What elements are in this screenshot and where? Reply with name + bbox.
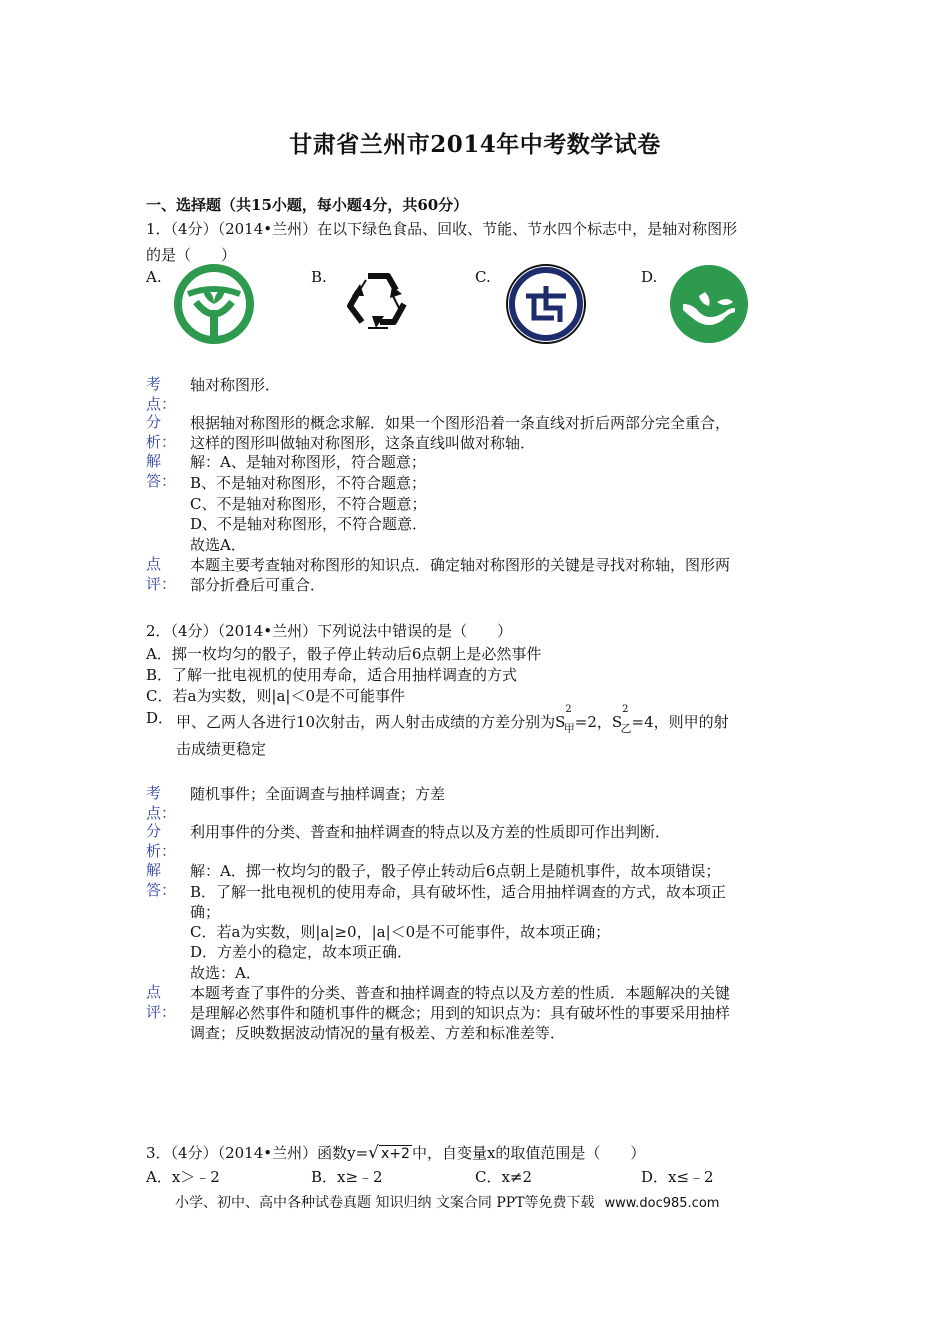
q3-stem-b: 中，自变量x的取值范围是（ ）	[411, 1144, 646, 1162]
q2-option-d-sq1: 2	[565, 704, 572, 715]
page-title: 甘肃省兰州市2014年中考数学试卷	[289, 131, 661, 158]
q3-radicand: x+2	[381, 1146, 410, 1162]
q3-option-a: A．x＞﹣2	[146, 1168, 220, 1186]
q2-jieda-line1: 解：A．掷一枚均匀的骰子，骰子停止转动后6点朝上是随机事件，故本项错误；	[190, 862, 721, 880]
q1-kaodian-label-1: 考	[146, 375, 162, 393]
q2-option-d-sq2: 2	[622, 704, 629, 715]
q2-jieda-label-1: 解	[146, 861, 162, 879]
q2-dianping-label-1: 点	[146, 983, 162, 1001]
q2-option-b: B．了解一批电视机的使用寿命，适合用抽样调查的方式	[146, 666, 518, 684]
q2-option-d-text1: 甲、乙两人各进行10次射击，两人射击成绩的方差分别为S	[176, 713, 566, 731]
q2-kaodian-label-2: 点：	[146, 804, 177, 822]
q2-option-c: C．若a为实数，则|a|＜0是不可能事件	[146, 687, 406, 705]
q2-jieda-line6: 故选：A．	[190, 964, 261, 982]
section-heading: 一、选择题（共15小题，每小题4分，共60分）	[146, 196, 469, 214]
q1-option-d-label: D.	[641, 268, 658, 286]
sqrt-sign-icon: √	[368, 1143, 379, 1163]
q2-option-a: A．掷一枚均匀的骰子，骰子停止转动后6点朝上是必然事件	[146, 645, 542, 663]
q2-dianping-label-2: 评：	[146, 1003, 177, 1021]
recycle-logo-icon	[338, 266, 418, 338]
q2-fenxi-label-2: 析：	[146, 842, 177, 860]
q2-option-d-sub1: 甲	[563, 722, 575, 735]
q1-jieda-label-2: 答：	[146, 472, 177, 490]
footer	[175, 1192, 719, 1212]
q2-jieda-line5: D．方差小的稳定，故本项正确．	[190, 943, 413, 961]
q2-jieda-label-2: 答：	[146, 881, 177, 899]
q2-jieda-line3: 确；	[190, 903, 221, 921]
q2-jieda-line4: C．若a为实数，则|a|≥0，|a|＜0是不可能事件，故本项正确；	[190, 923, 611, 941]
q1-dianping-label-1: 点	[146, 555, 162, 573]
green-food-logo-icon	[174, 264, 254, 344]
q2-dianping-line3: 调查；反映数据波动情况的量有极差、方差和标准差等．	[190, 1024, 566, 1042]
q2-option-d-text2: =2，S	[574, 713, 623, 731]
q3-option-d: D．x≤﹣2	[641, 1168, 714, 1186]
q2-dianping-line2: 是理解必然事件和随机事件的概念；用到的知识点为：具有破坏性的事要采用抽样	[190, 1004, 731, 1022]
q1-dianping-line2: 部分折叠后可重合．	[190, 576, 326, 594]
q2-fenxi: 利用事件的分类、普查和抽样调查的特点以及方差的性质即可作出判断．	[190, 823, 671, 841]
q1-jieda-label-1: 解	[146, 452, 162, 470]
q1-jieda-line1: 解：A、是轴对称图形，符合题意；	[190, 453, 426, 471]
water-saving-logo-icon	[669, 264, 749, 344]
q2-option-d-sub2: 乙	[620, 722, 632, 735]
energy-saving-logo-icon	[504, 262, 588, 346]
q2-option-d-label: D．	[146, 709, 174, 727]
q1-kaodian-label-2: 点：	[146, 395, 177, 413]
q2-option-d-text3: =4，则甲的射	[631, 713, 729, 731]
q2-kaodian-label-1: 考	[146, 784, 162, 802]
q2-fenxi-label-1: 分	[146, 822, 162, 840]
footer-text: 小学、初中、高中各种试卷真题 知识归纳 文案合同 PPT等免费下载	[175, 1195, 595, 1211]
q1-dianping-label-2: 评：	[146, 575, 177, 593]
q1-option-a-label: A.	[146, 268, 162, 286]
footer-url-link[interactable]: www.doc985.com	[604, 1196, 720, 1211]
q1-option-c-label: C.	[475, 268, 491, 286]
q1-stem-line2: 的是（ ）	[146, 246, 237, 264]
q1-jieda-line3: C、不是轴对称图形，不符合题意；	[190, 495, 427, 513]
q3-stem	[146, 1142, 645, 1163]
q2-option-d-line1	[176, 704, 729, 735]
q2-kaodian: 随机事件；全面调查与抽样调查；方差	[190, 785, 446, 803]
q1-fenxi-line2: 这样的图形叫做轴对称图形，这条直线叫做对称轴．	[190, 434, 536, 452]
q1-fenxi-label-2: 析：	[146, 433, 177, 451]
q1-jieda-line4: D、不是轴对称图形，不符合题意．	[190, 515, 428, 533]
q1-fenxi-line1: 根据轴对称图形的概念求解．如果一个图形沿着一条直线对折后两部分完全重合，	[190, 414, 731, 432]
q3-option-c: C．x≠2	[475, 1168, 533, 1186]
q1-jieda-line5: 故选A．	[190, 536, 246, 554]
q1-kaodian: 轴对称图形．	[190, 376, 281, 394]
q1-dianping-line1: 本题主要考查轴对称图形的知识点．确定轴对称图形的关键是寻找对称轴，图形两	[190, 556, 731, 574]
q2-dianping-line1: 本题考查了事件的分类、普查和抽样调查的特点以及方差的性质．本题解决的关键	[190, 984, 731, 1002]
q1-stem-line1: 1．（4分）（2014•兰州）在以下绿色食品、回收、节能、节水四个标志中，是轴对称图形	[146, 220, 738, 238]
q3-option-b: B．x≥﹣2	[311, 1168, 383, 1186]
q2-jieda-line2: B．了解一批电视机的使用寿命，具有破坏性，适合用抽样调查的方式，故本项正	[190, 883, 727, 901]
q2-stem: 2．（4分）（2014•兰州）下列说法中错误的是（ ）	[146, 622, 513, 640]
q1-jieda-line2: B、不是轴对称图形，不符合题意；	[190, 474, 427, 492]
q1-option-b-label: B.	[311, 268, 327, 286]
q1-fenxi-label-1: 分	[146, 413, 162, 431]
q3-stem-a: 3．（4分）（2014•兰州）函数y=	[146, 1144, 369, 1162]
q2-option-d-line2: 击成绩更稳定	[176, 740, 267, 758]
